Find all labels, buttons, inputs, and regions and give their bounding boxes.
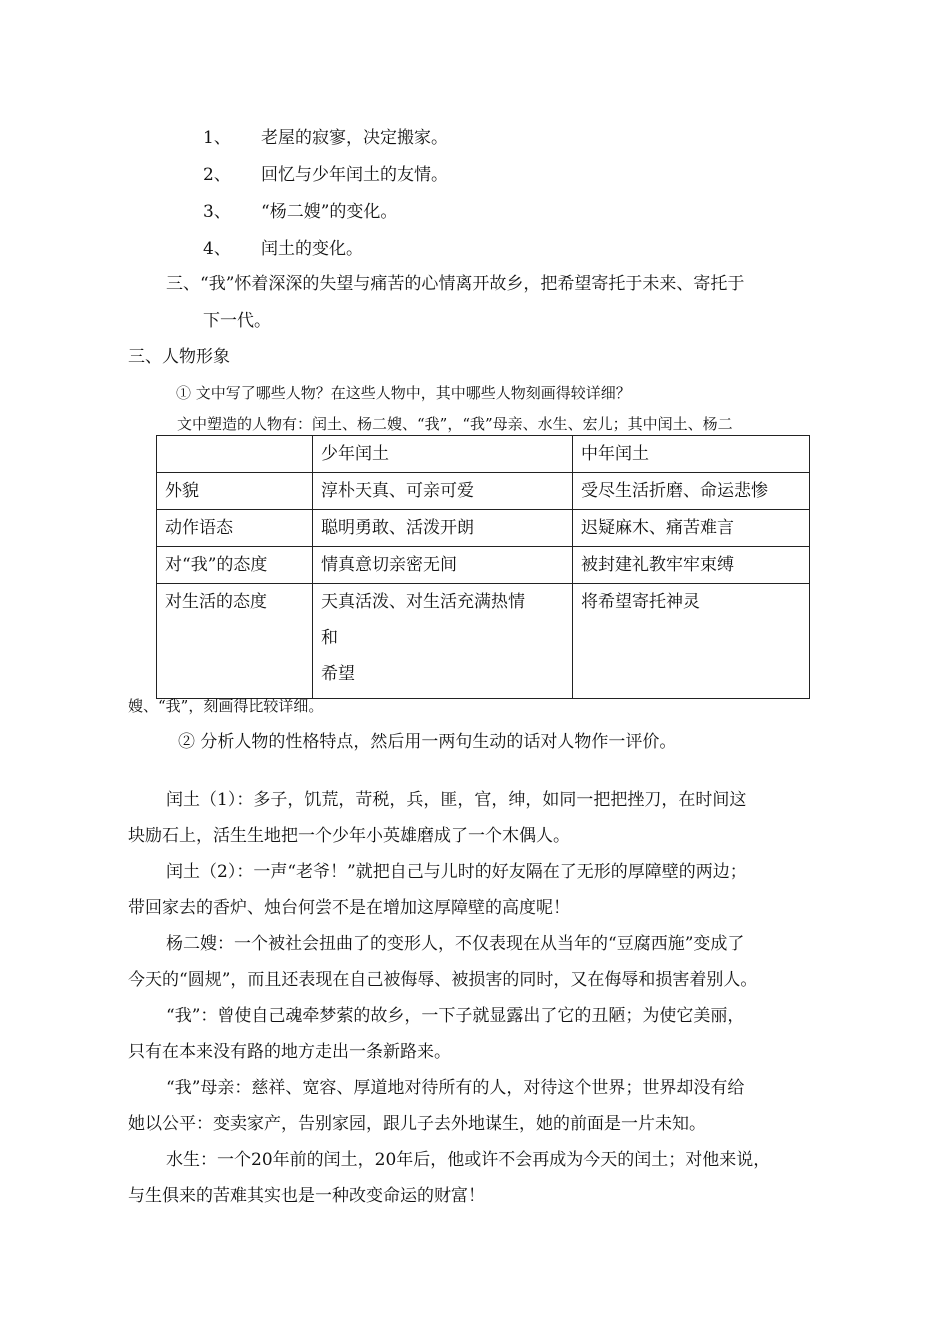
outline-number: 1、 — [203, 128, 231, 148]
table-cell: 迟疑麻木、痛苦难言 — [573, 510, 810, 547]
evaluation-runtu-1-line1: 闰土（1）：多子，饥荒，苛税，兵，匪，官，绅，如同一把把挫刀，在时间这 — [166, 790, 747, 810]
table-cell-label: 对生活的态度 — [157, 584, 313, 699]
outline-text: 闰土的变化。 — [261, 239, 363, 259]
table-cell: 将希望寄托神灵 — [573, 584, 810, 699]
section-title: 三、人物形象 — [128, 347, 230, 367]
evaluation-me-line1: “我”：曾使自己魂牵梦萦的故乡，一下子就显露出了它的丑陋；为使它美丽， — [166, 1006, 745, 1026]
table-cell-text: 天真活泼、对生活充满热情 — [321, 592, 525, 612]
outline-item-2 — [203, 164, 448, 186]
outline-item-4 — [203, 238, 363, 260]
evaluation-shuisheng-line1: 水生：一个20年前的闰土，20年后，他或许不会再成为今天的闰土；对他来说， — [166, 1150, 771, 1170]
table-cell: 受尽生活折磨、命运悲惨 — [573, 473, 810, 510]
evaluation-runtu-2-line1: 闰土（2）：一声“老爷！”就把自己与儿时的好友隔在了无形的厚障壁的两边； — [166, 862, 747, 882]
table-cell-label: 动作语态 — [157, 510, 313, 547]
part3-line1: 三、“我”怀着深深的失望与痛苦的心情离开故乡，把希望寄托于未来、寄托于 — [166, 274, 745, 294]
table-row — [157, 473, 810, 510]
question-2: ② 分析人物的性格特点，然后用一两句生动的话对人物作一评价。 — [178, 732, 677, 752]
evaluation-runtu-1-line2: 块励石上，活生生地把一个少年小英雄磨成了一个木偶人。 — [128, 826, 570, 846]
evaluation-runtu-2-line2: 带回家去的香炉、烛台何尝不是在增加这厚障壁的高度呢！ — [128, 898, 570, 918]
table-cell-label: 外貌 — [157, 473, 313, 510]
table-header-cell: 中年闰土 — [573, 436, 810, 473]
outline-number: 3、 — [203, 202, 231, 222]
outline-text: “杨二嫂”的变化。 — [261, 202, 398, 222]
outline-item-1 — [203, 127, 448, 149]
character-comparison-table — [156, 435, 810, 699]
outline-number: 2、 — [203, 165, 231, 185]
outline-text: 回忆与少年闰土的友情。 — [261, 165, 448, 185]
evaluation-yang-line2: 今天的“圆规”，而且还表现在自己被侮辱、被损害的同时，又在侮辱和损害着别人。 — [128, 970, 758, 990]
evaluation-mother-line2: 她以公平：变卖家产，告别家园，跟儿子去外地谋生，她的前面是一片未知。 — [128, 1114, 706, 1134]
answer-1-line2: 嫂、“我”，刻画得比较详细。 — [128, 697, 324, 715]
table-cell-text: 希望 — [321, 664, 355, 684]
table-cell-text: 和 — [321, 628, 338, 648]
question-1: ① 文中写了哪些人物？在这些人物中，其中哪些人物刻画得较详细？ — [176, 384, 631, 402]
table-cell: 聪明勇敢、活泼开朗 — [313, 510, 573, 547]
table-row — [157, 547, 810, 584]
outline-text: 老屋的寂寥，决定搬家。 — [261, 128, 448, 148]
evaluation-yang-line1: 杨二嫂：一个被社会扭曲了的变形人，不仅表现在从当年的“豆腐西施”变成了 — [166, 934, 745, 954]
table-header-cell: 少年闰土 — [313, 436, 573, 473]
table-row — [157, 584, 810, 699]
evaluation-mother-line1: “我”母亲：慈祥、宽容、厚道地对待所有的人，对待这个世界；世界却没有给 — [166, 1078, 745, 1098]
part3-line2: 下一代。 — [203, 311, 271, 331]
table-cell: 情真意切亲密无间 — [313, 547, 573, 584]
answer-1-line1: 文中塑造的人物有：闰土、杨二嫂、“我”，“我”母亲、水生、宏儿；其中闰土、杨二 — [177, 415, 733, 433]
evaluation-shuisheng-line2: 与生俱来的苦难其实也是一种改变命运的财富！ — [128, 1186, 485, 1206]
table-row — [157, 510, 810, 547]
table-header-cell — [157, 436, 313, 473]
table-cell-label: 对“我”的态度 — [157, 547, 313, 584]
table-cell — [313, 584, 573, 699]
table-cell: 被封建礼教牢牢束缚 — [573, 547, 810, 584]
table-header-row — [157, 436, 810, 473]
table-cell: 淳朴天真、可亲可爱 — [313, 473, 573, 510]
outline-number: 4、 — [203, 239, 231, 259]
outline-item-3 — [203, 201, 397, 223]
evaluation-me-line2: 只有在本来没有路的地方走出一条新路来。 — [128, 1042, 451, 1062]
